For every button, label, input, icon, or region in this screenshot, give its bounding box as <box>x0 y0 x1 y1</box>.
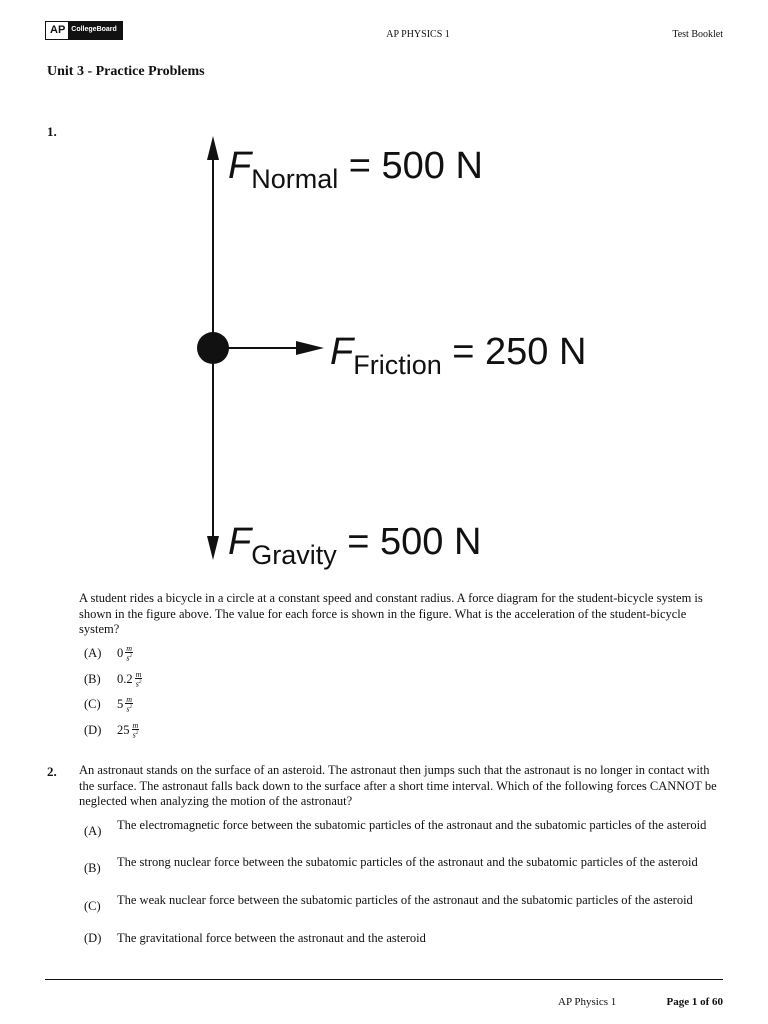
unit-numerator: m <box>126 644 133 653</box>
logo-collegeboard-text: CollegeBoard <box>68 22 122 39</box>
unit-fraction <box>132 722 140 739</box>
question-1-number: 1. <box>47 124 57 139</box>
unit-denominator: $s^2$ <box>126 704 132 714</box>
unit-fraction <box>135 671 143 688</box>
header-subject: AP PHYSICS 1 <box>386 29 450 40</box>
question-1-choice-d[interactable] <box>84 722 139 739</box>
header-booklet-label: Test Booklet <box>672 29 723 40</box>
footer-course: AP Physics 1 <box>558 996 617 1008</box>
footer-page-number: Page 1 of 60 <box>666 996 723 1008</box>
unit-numerator: m <box>132 721 139 730</box>
gravity-force-label <box>228 521 481 570</box>
choice-label: (B) <box>84 861 101 875</box>
question-2-choice-b[interactable] <box>84 855 724 876</box>
gravity-force-symbol: F <box>228 521 252 563</box>
normal-force-subscript: Normal <box>251 164 339 194</box>
choice-label: (C) <box>84 696 101 711</box>
logo-ap-text: AP <box>46 22 68 39</box>
choice-value: 5 <box>117 696 124 711</box>
choice-text: The electromagnetic force between the subatomic particles of the astronaut and the subatomic particles of the asteroid <box>117 818 707 832</box>
gravity-force-arrowhead <box>207 536 219 560</box>
question-1-stem: A student rides a bicycle in a circle at a constant speed and constant radius. A force diagram for the student-bicycle system is shown in the figure above. The value for each force is shown in the figure. What is the acceleration of the student-bicycle system? <box>79 591 703 636</box>
page-title: Unit 3 - Practice Problems <box>47 64 205 79</box>
friction-force-value: = 250 N <box>441 331 587 373</box>
question-1-choice-b[interactable] <box>84 671 142 688</box>
unit-fraction <box>125 696 133 713</box>
gravity-force-subscript: Gravity <box>251 540 337 570</box>
force-diagram <box>190 130 620 570</box>
normal-force-symbol: F <box>228 145 252 187</box>
choice-text: The gravitational force between the astronaut and the asteroid <box>117 931 426 945</box>
unit-denominator: $s^2$ <box>126 653 132 663</box>
friction-force-label <box>330 331 586 380</box>
friction-force-symbol: F <box>330 331 354 373</box>
unit-denominator: $s^2$ <box>132 730 139 740</box>
choice-label: (A) <box>84 645 102 660</box>
unit-numerator: m <box>135 670 142 679</box>
question-2-number: 2. <box>47 764 57 779</box>
question-2-choice-c[interactable] <box>84 893 724 914</box>
footer-divider <box>45 979 723 980</box>
friction-force-subscript: Friction <box>353 350 442 380</box>
choice-text: The strong nuclear force between the subatomic particles of the astronaut and the subatomic particles of the asteroid <box>117 855 698 869</box>
friction-force-arrowhead <box>296 341 324 355</box>
gravity-force-value: = 500 N <box>336 521 482 563</box>
unit-fraction <box>125 645 133 662</box>
choice-label: (D) <box>84 722 102 737</box>
question-1-choice-a[interactable] <box>84 645 133 662</box>
normal-force-value: = 500 N <box>338 145 483 187</box>
unit-denominator: $s^2$ <box>135 679 142 689</box>
choice-label: (D) <box>84 931 102 945</box>
question-1-choice-c[interactable] <box>84 696 133 713</box>
object-dot <box>197 332 229 364</box>
choice-label: (A) <box>84 824 102 838</box>
choice-value: 0 <box>117 645 124 660</box>
question-2-stem: An astronaut stands on the surface of an asteroid. The astronaut then jumps such that the astronaut is no longer in contact with the surface. The astronaut falls back down to the surface after a short time interval. Which of the following forces CANNOT be neglected when analyzing the motion of the astronaut? <box>79 763 717 808</box>
unit-numerator: m <box>126 695 133 704</box>
normal-force-label <box>228 145 483 194</box>
normal-force-arrowhead <box>207 136 219 160</box>
question-2-choice-a[interactable] <box>84 818 724 839</box>
question-2-choice-d[interactable] <box>84 931 724 946</box>
choice-label: (C) <box>84 899 101 913</box>
choice-text: The weak nuclear force between the subatomic particles of the astronaut and the subatomic particles of the asteroid <box>117 893 693 907</box>
choice-label: (B) <box>84 671 101 686</box>
choice-value: 0.2 <box>117 671 133 686</box>
choice-value: 25 <box>117 722 130 737</box>
